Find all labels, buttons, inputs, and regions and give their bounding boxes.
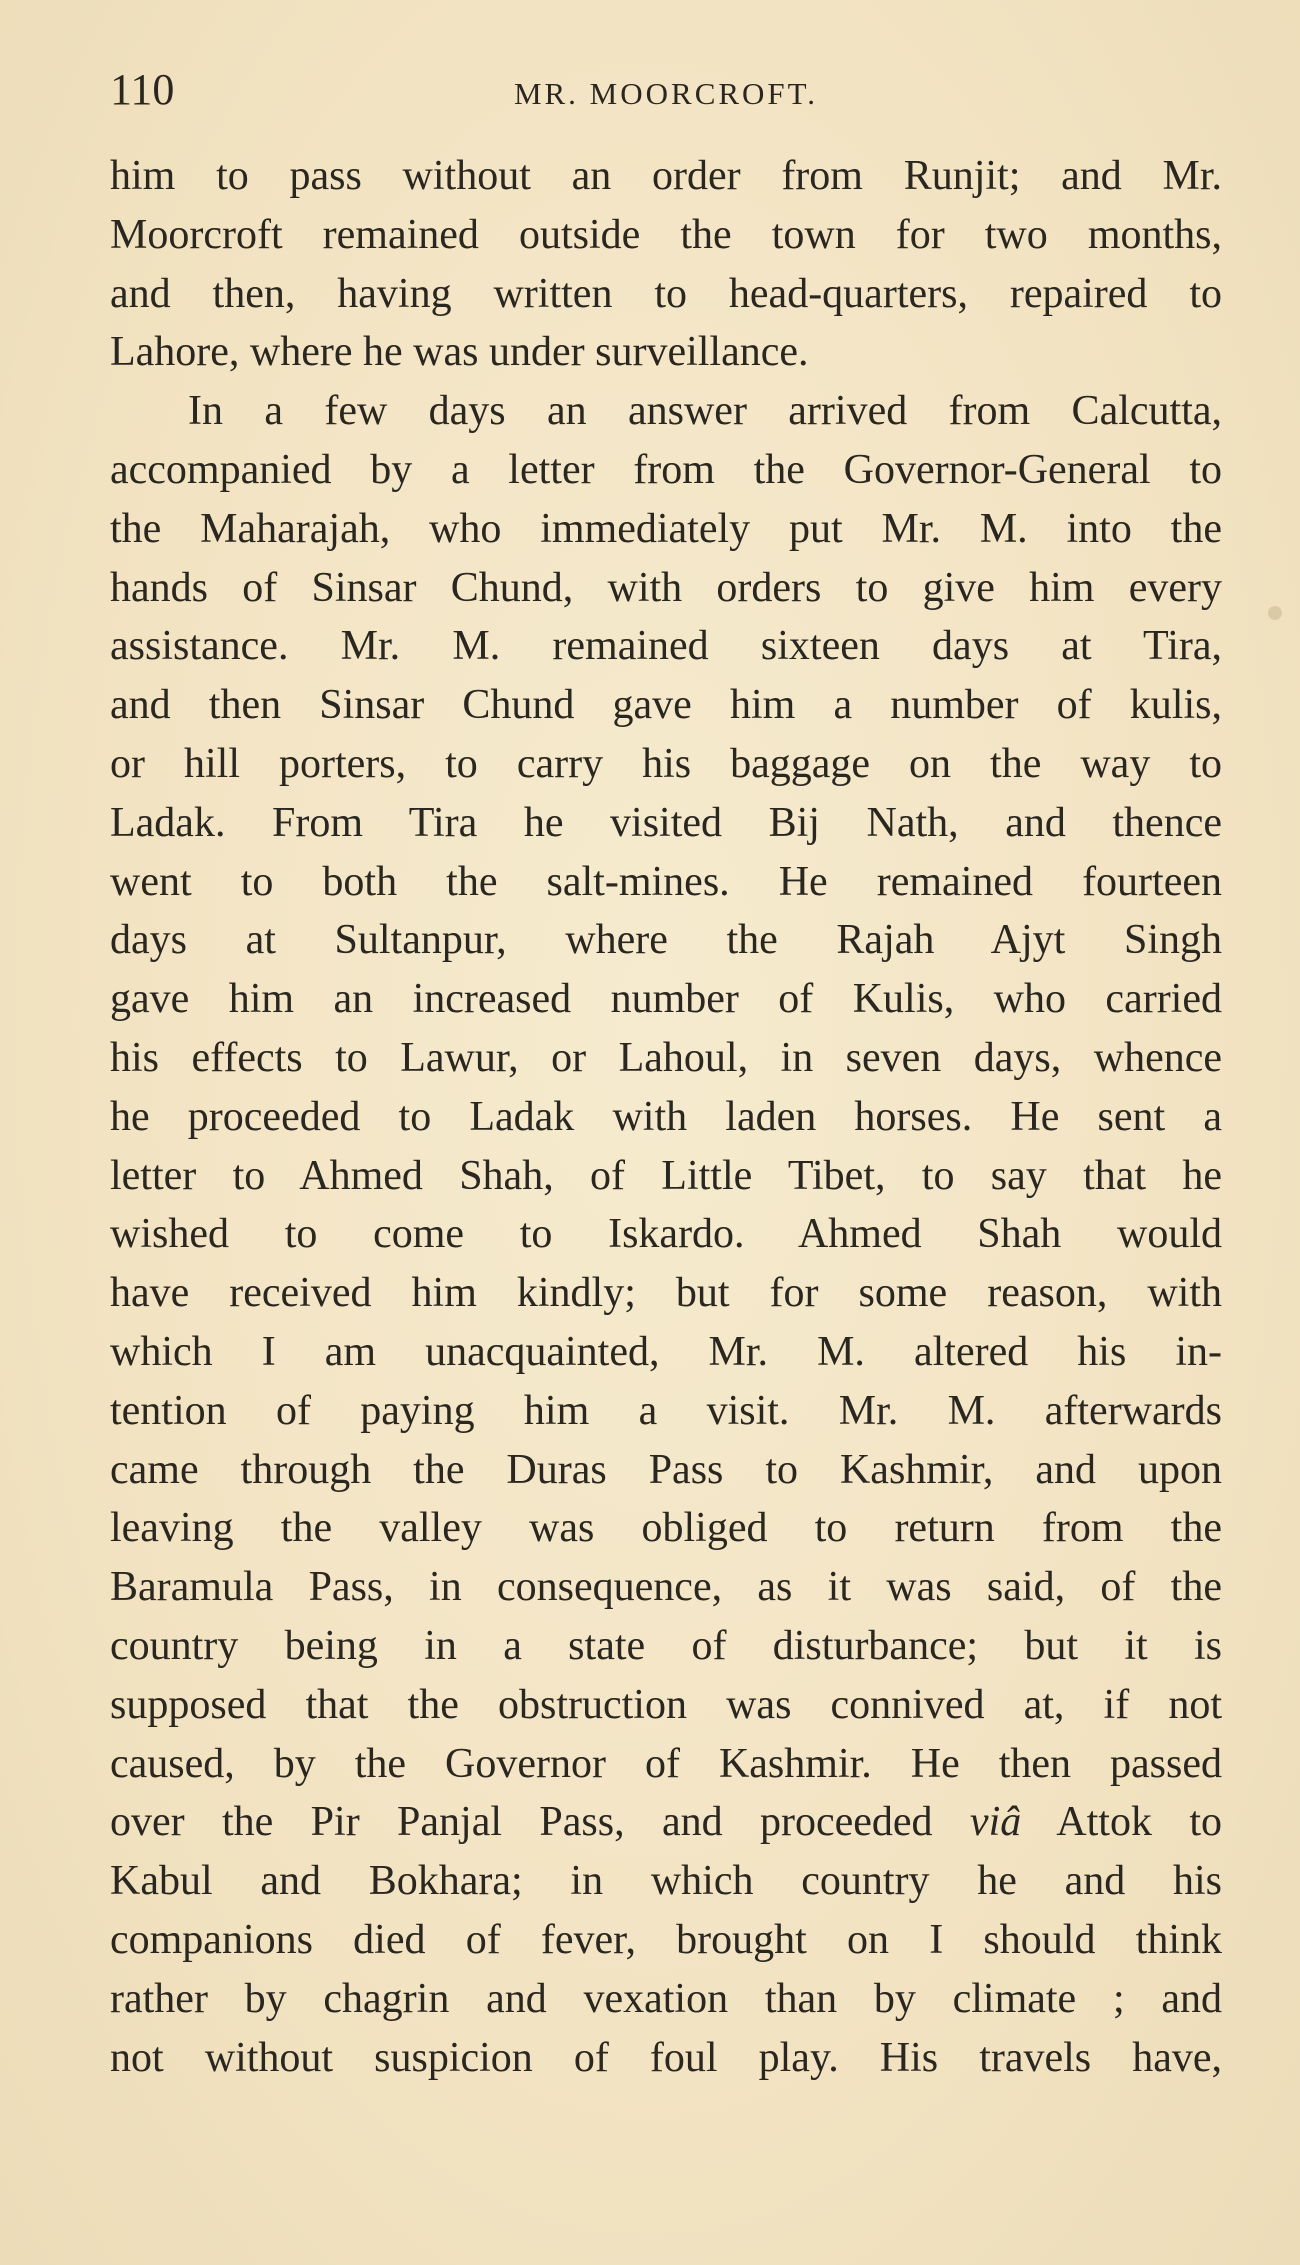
- text-line: Ladak. From Tira he visited Bij Nath, and thence: [110, 799, 1222, 846]
- text-line: wished to come to Iskardo. Ahmed Shah would: [110, 1211, 1222, 1258]
- text-line: accompanied by a letter from the Governor-General to: [110, 446, 1222, 493]
- text-line: and then Sinsar Chund gave him a number of kulis,: [110, 682, 1222, 729]
- text-line: and then, having written to head-quarters, repaired to: [110, 270, 1222, 317]
- text-line: Kabul and Bokhara; in which country he and his: [110, 1858, 1222, 1905]
- text-line: Moorcroft remained outside the town for two months,: [110, 211, 1222, 258]
- body-text: [110, 147, 1222, 2087]
- page-number: 110: [110, 65, 175, 114]
- text-line: went to both the salt-mines. He remained fourteen: [110, 858, 1222, 905]
- text-line: the Maharajah, who immediately put Mr. M. into the: [110, 505, 1222, 552]
- text-line: tention of paying him a visit. Mr. M. afterwards: [110, 1387, 1222, 1434]
- text-line: or hill porters, to carry his baggage on the way to: [110, 740, 1222, 787]
- text-line: leaving the valley was obliged to return from the: [110, 1505, 1222, 1552]
- text-line: he proceeded to Ladak with laden horses. He sent a: [110, 1093, 1222, 1140]
- text-line: letter to Ahmed Shah, of Little Tibet, to say that he: [110, 1152, 1222, 1199]
- text-line: [110, 1793, 1222, 1852]
- text-line: assistance. Mr. M. remained sixteen days at Tira,: [110, 623, 1222, 670]
- text-line: not without suspicion of foul play. His travels have,: [110, 2034, 1222, 2081]
- text-line: Lahore, where he was under surveillance.: [110, 329, 809, 376]
- text-line: In a few days an answer arrived from Calcutta,: [188, 388, 1222, 435]
- text-line: hands of Sinsar Chund, with orders to give him every: [110, 564, 1222, 611]
- text-line: which I am unacquainted, Mr. M. altered his in-: [110, 1328, 1222, 1375]
- text-segment: Attok to: [1056, 1799, 1223, 1846]
- text-line: gave him an increased number of Kulis, who carried: [110, 976, 1222, 1023]
- text-line: him to pass without an order from Runjit; and Mr.: [110, 153, 1222, 199]
- text-line: have received him kindly; but for some reason, with: [110, 1270, 1222, 1317]
- running-head: MR. MOORCROFT.: [513, 76, 819, 111]
- text-line: Baramula Pass, in consequence, as it was said, of the: [110, 1564, 1222, 1611]
- text-line: country being in a state of disturbance; but it is: [110, 1622, 1222, 1669]
- page-header: [110, 60, 1222, 120]
- text-line: days at Sultanpur, where the Rajah Ajyt Singh: [110, 917, 1222, 964]
- text-line: his effects to Lawur, or Lahoul, in seven days, whence: [110, 1034, 1222, 1081]
- text-line: came through the Duras Pass to Kashmir, and upon: [110, 1446, 1222, 1493]
- text-line: companions died of fever, brought on I should think: [110, 1916, 1222, 1963]
- text-line: rather by chagrin and vexation than by climate ; and: [110, 1975, 1222, 2022]
- italic-segment: viâ: [969, 1799, 1022, 1846]
- text-segment: over the Pir Panjal Pass, and proceeded: [110, 1799, 933, 1846]
- text-line: supposed that the obstruction was connived at, if not: [110, 1681, 1222, 1728]
- paper-speck: [1268, 606, 1282, 620]
- text-line: caused, by the Governor of Kashmir. He then passed: [110, 1740, 1222, 1787]
